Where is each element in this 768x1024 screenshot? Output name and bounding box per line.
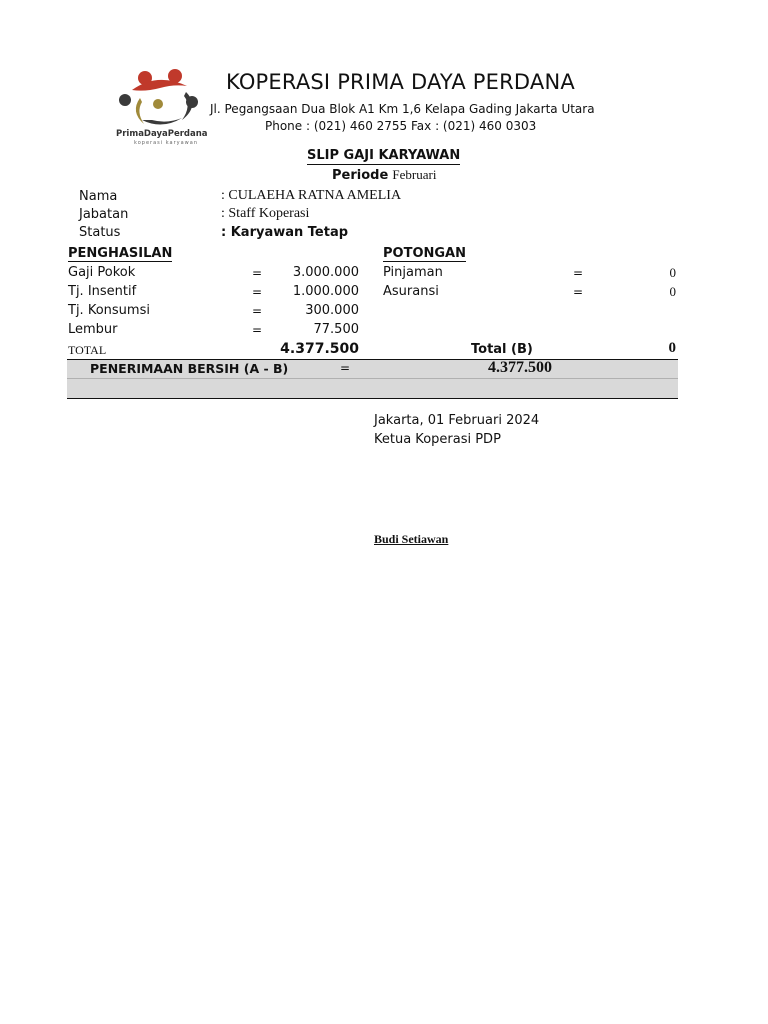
deduction-eq: = [573, 285, 584, 299]
org-address: Jl. Pegangsaan Dua Blok A1 Km 1,6 Kelapa Gading Jakarta Utara [210, 102, 595, 116]
svg-text:koperasi karyawan: koperasi karyawan [134, 140, 199, 146]
income-value-tj-konsumsi: 300.000 [305, 303, 359, 318]
koperasi-logo [112, 62, 212, 146]
org-name: KOPERASI PRIMA DAYA PERDANA [226, 70, 575, 94]
nama-label: Nama [79, 189, 118, 204]
income-value-lembur: 77.500 [313, 322, 359, 337]
signature-position: Ketua Koperasi PDP [374, 432, 501, 447]
deduction-value-pinjaman: 0 [669, 265, 676, 280]
net-eq: = [340, 361, 351, 375]
net-label: PENERIMAAN BERSIH (A - B) [90, 361, 289, 376]
income-eq: = [252, 285, 263, 299]
slip-title: SLIP GAJI KARYAWAN [307, 148, 461, 163]
signature-city-date: Jakarta, 01 Februari 2024 [374, 413, 540, 428]
jabatan-label: Jabatan [79, 207, 129, 222]
periode-value: Februari [392, 167, 437, 182]
income-label-tj-konsumsi: Tj. Konsumsi [68, 303, 150, 318]
income-value-tj-insentif: 1.000.000 [292, 284, 359, 299]
org-phone: Phone : (021) 460 2755 Fax : (021) 460 0303 [265, 119, 537, 133]
potongan-header: POTONGAN [383, 246, 466, 261]
income-total-label: TOTAL [68, 343, 107, 357]
deduction-value-asuransi: 0 [669, 284, 676, 299]
income-total-value: 4.377.500 [280, 341, 359, 357]
periode-label: Periode [332, 168, 389, 183]
penghasilan-header: PENGHASILAN [68, 246, 173, 261]
net-value: 4.377.500 [488, 359, 552, 376]
signature-name: Budi Setiawan [374, 532, 449, 546]
deduction-total-value: 0 [668, 340, 676, 356]
svg-text:PrimaDayaPerdana: PrimaDayaPerdana [116, 129, 208, 139]
income-eq: = [252, 304, 263, 318]
deduction-total-label: Total (B) [471, 342, 533, 357]
status-label: Status [79, 225, 121, 240]
income-label-gaji-pokok: Gaji Pokok [68, 265, 136, 280]
status-value: : Karyawan Tetap [221, 225, 349, 240]
income-value-gaji-pokok: 3.000.000 [292, 265, 359, 280]
jabatan-value: : Staff Koperasi [221, 206, 310, 221]
income-eq: = [252, 323, 263, 337]
deduction-label-asuransi: Asuransi [383, 284, 439, 299]
income-label-lembur: Lembur [68, 322, 118, 337]
income-label-tj-insentif: Tj. Insentif [68, 284, 137, 299]
periode-line [332, 167, 436, 183]
deduction-eq: = [573, 266, 584, 280]
nama-value: : CULAEHA RATNA AMELIA [221, 188, 402, 203]
net-band-lower [67, 378, 678, 399]
income-eq: = [252, 266, 263, 280]
deduction-label-pinjaman: Pinjaman [383, 265, 443, 280]
